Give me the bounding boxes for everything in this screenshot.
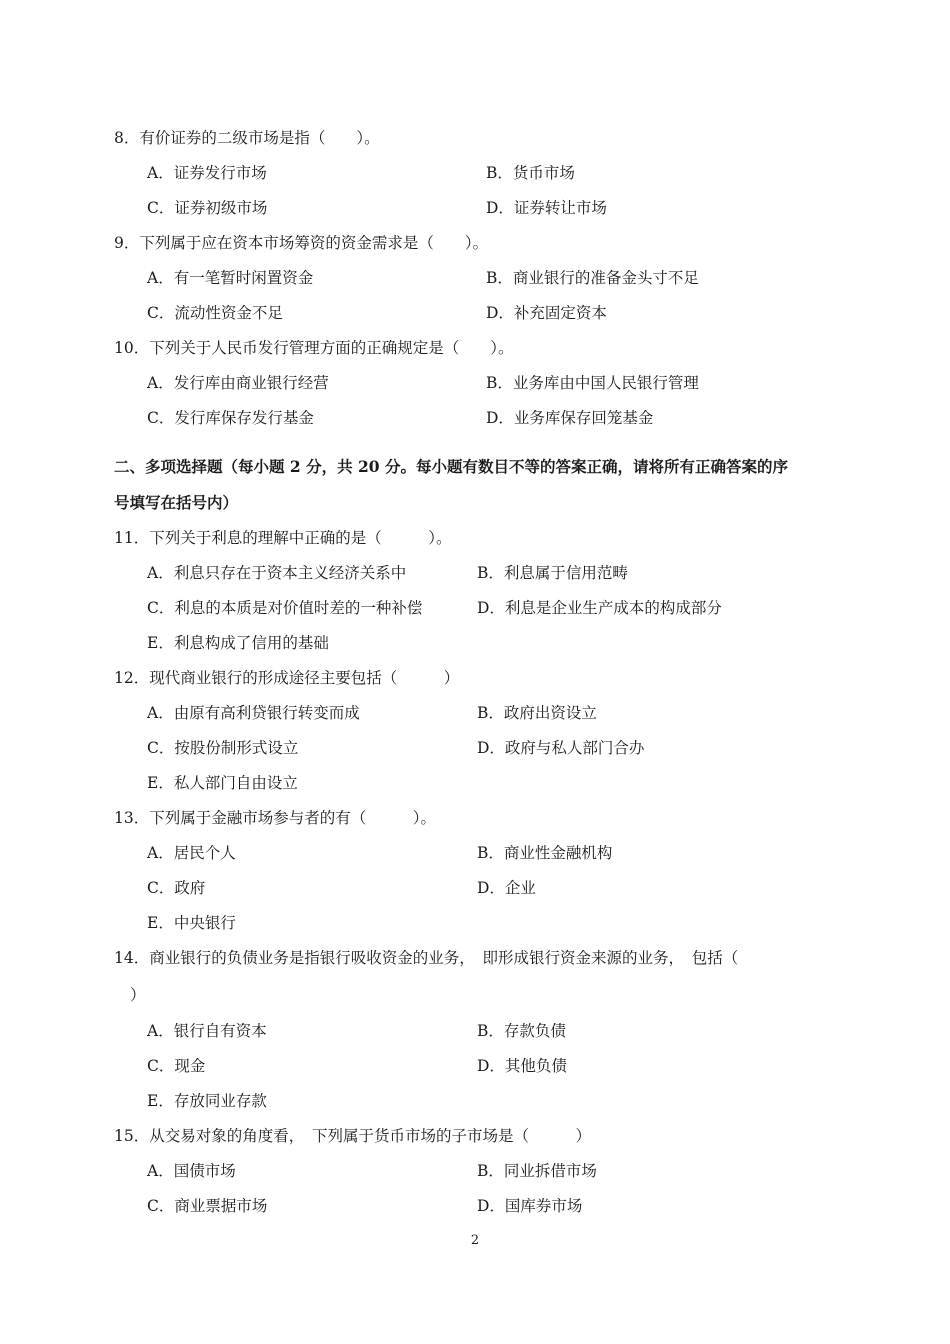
question-10-option-b: B．业务库由中国人民银行管理	[486, 374, 699, 392]
question-11-option-e: E．利息构成了信用的基础	[147, 634, 329, 652]
question-8-option-b: B．货币市场	[486, 164, 575, 182]
question-13-option-b: B．商业性金融机构	[477, 844, 613, 862]
question-13-option-e: E．中央银行	[147, 914, 236, 932]
question-12-option-b: B．政府出资设立	[477, 704, 597, 722]
question-14-stem-continuation: ）	[130, 986, 146, 1004]
question-12-option-d: D．政府与私人部门合办	[477, 739, 645, 757]
question-13-option-a: A．居民个人	[147, 844, 236, 862]
question-11-option-b: B．利息属于信用范畴	[477, 564, 628, 582]
question-14-option-a: A．银行自有资本	[147, 1022, 267, 1040]
question-11-option-d: D．利息是企业生产成本的构成部分	[477, 599, 722, 617]
question-13-option-d: D．企业	[477, 879, 536, 897]
question-11-stem: 11．下列关于利息的理解中正确的是（ ）。	[114, 529, 452, 547]
question-8-stem: 8．有价证券的二级市场是指（ ）。	[114, 129, 380, 147]
page-number: 2	[470, 1233, 480, 1248]
question-10-stem: 10．下列关于人民币发行管理方面的正确规定是（ ）。	[114, 339, 514, 357]
question-11-option-c: C．利息的本质是对价值时差的一种补偿	[147, 599, 423, 617]
question-12-option-a: A．由原有高利贷银行转变而成	[147, 704, 360, 722]
question-10-option-d: D．业务库保存回笼基金	[486, 409, 654, 427]
question-12-option-e: E．私人部门自由设立	[147, 774, 298, 792]
question-13-stem: 13．下列属于金融市场参与者的有（ ）。	[114, 809, 436, 827]
question-13-option-c: C．政府	[147, 879, 206, 897]
section-heading-line-2: 号填写在括号内）	[114, 493, 239, 512]
question-9-option-a: A．有一笔暂时闲置资金	[147, 269, 314, 287]
question-15-option-c: C．商业票据市场	[147, 1197, 268, 1215]
question-8-option-a: A．证券发行市场	[147, 164, 267, 182]
question-14-option-b: B．存款负债	[477, 1022, 566, 1040]
question-9-option-c: C．流动性资金不足	[147, 304, 283, 322]
question-11-option-a: A．利息只存在于资本主义经济关系中	[147, 564, 407, 582]
question-15-option-a: A．国债市场	[147, 1162, 236, 1180]
question-12-option-c: C．按股份制形式设立	[147, 739, 299, 757]
question-10-option-c: C．发行库保存发行基金	[147, 409, 314, 427]
question-10-option-a: A．发行库由商业银行经营	[147, 374, 329, 392]
question-15-stem: 15．从交易对象的角度看， 下列属于货币市场的子市场是（ ）	[114, 1127, 591, 1145]
question-9-option-b: B．商业银行的准备金头寸不足	[486, 269, 699, 287]
question-14-stem: 14．商业银行的负债业务是指银行吸收资金的业务， 即形成银行资金来源的业务， 包括（	[114, 949, 739, 967]
question-15-option-b: B．同业拆借市场	[477, 1162, 597, 1180]
question-9-option-d: D．补充固定资本	[486, 304, 607, 322]
question-14-option-e: E．存放同业存款	[147, 1092, 267, 1110]
section-heading-line-1: 二、多项选择题（每小题 2 分，共 20 分。每小题有数目不等的答案正确，请将所有正确答案的序	[114, 457, 788, 476]
question-14-option-c: C．现金	[147, 1057, 206, 1075]
question-9-stem: 9．下列属于应在资本市场筹资的资金需求是（ ）。	[114, 234, 489, 252]
question-15-option-d: D．国库券市场	[477, 1197, 583, 1215]
question-8-option-c: C．证券初级市场	[147, 199, 268, 217]
question-14-option-d: D．其他负债	[477, 1057, 567, 1075]
question-8-option-d: D．证券转让市场	[486, 199, 607, 217]
question-12-stem: 12．现代商业银行的形成途径主要包括（ ）	[114, 669, 460, 687]
